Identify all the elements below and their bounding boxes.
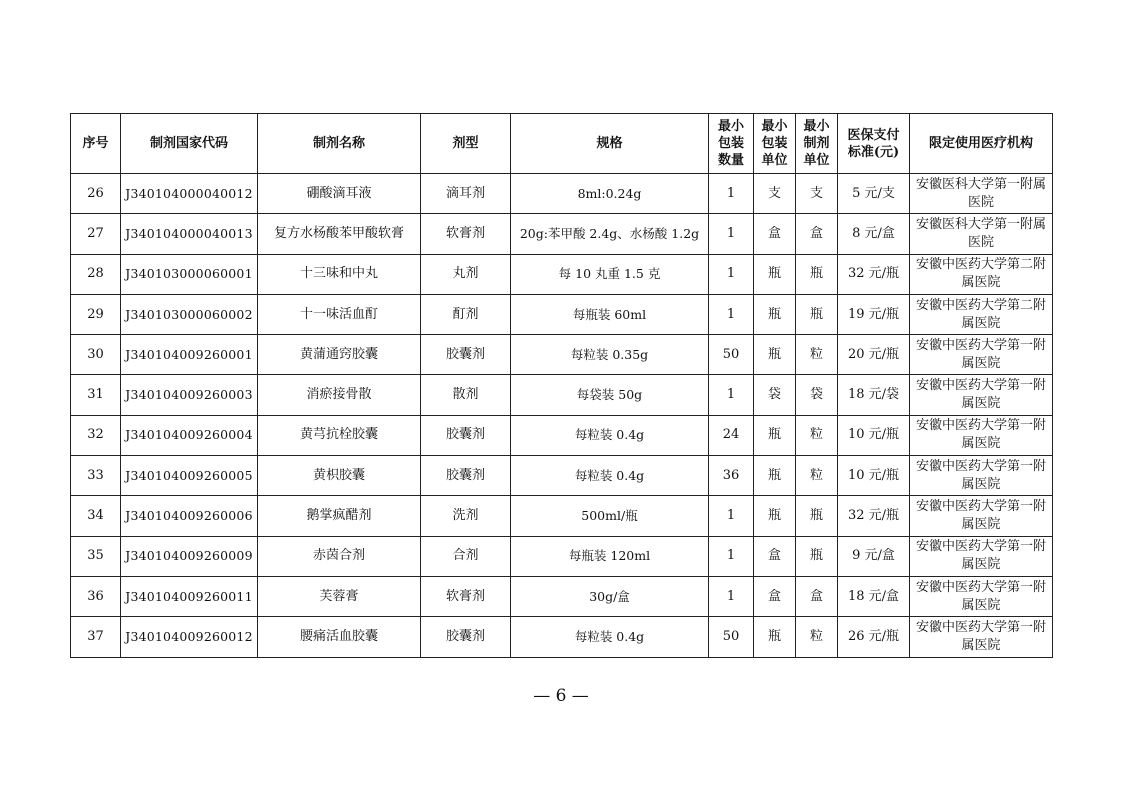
cell-qty: 1 — [709, 375, 754, 415]
cell-code: J340104000040012 — [121, 174, 258, 214]
cell-form: 合剂 — [421, 536, 511, 576]
cell-form: 软膏剂 — [421, 214, 511, 254]
cell-pack-unit: 盒 — [754, 214, 796, 254]
cell-institution: 安徽中医药大学第一附属医院 — [910, 375, 1053, 415]
cell-seq: 37 — [71, 617, 121, 657]
cell-pack-unit: 瓶 — [754, 456, 796, 496]
cell-code: J340103000060002 — [121, 294, 258, 334]
cell-prep-unit: 瓶 — [796, 536, 838, 576]
header-min-pack-unit: 最小 包装 单位 — [754, 114, 796, 174]
cell-price: 8 元/盒 — [838, 214, 910, 254]
cell-price: 18 元/袋 — [838, 375, 910, 415]
table-row — [71, 536, 1053, 576]
cell-form: 散剂 — [421, 375, 511, 415]
cell-qty: 1 — [709, 294, 754, 334]
cell-qty: 36 — [709, 456, 754, 496]
cell-pack-unit: 瓶 — [754, 496, 796, 536]
cell-code: J340104009260006 — [121, 496, 258, 536]
cell-name: 赤茵合剂 — [258, 536, 421, 576]
table-row — [71, 294, 1053, 334]
cell-price: 5 元/支 — [838, 174, 910, 214]
table-row — [71, 335, 1053, 375]
cell-institution: 安徽中医药大学第一附属医院 — [910, 415, 1053, 455]
cell-prep-unit: 粒 — [796, 415, 838, 455]
cell-qty: 1 — [709, 254, 754, 294]
cell-name: 鹅掌疯醋剂 — [258, 496, 421, 536]
cell-spec: 20g:苯甲酸 2.4g、水杨酸 1.2g — [511, 214, 709, 254]
cell-seq: 36 — [71, 576, 121, 616]
cell-pack-unit: 瓶 — [754, 335, 796, 375]
cell-qty: 1 — [709, 174, 754, 214]
cell-seq: 33 — [71, 456, 121, 496]
table-row — [71, 456, 1053, 496]
cell-price: 20 元/瓶 — [838, 335, 910, 375]
cell-code: J340104000040013 — [121, 214, 258, 254]
cell-qty: 24 — [709, 415, 754, 455]
header-row — [71, 114, 1053, 174]
cell-price: 9 元/盒 — [838, 536, 910, 576]
cell-price: 18 元/盒 — [838, 576, 910, 616]
cell-prep-unit: 粒 — [796, 335, 838, 375]
cell-name: 消瘀接骨散 — [258, 375, 421, 415]
cell-spec: 每粒装 0.35g — [511, 335, 709, 375]
cell-pack-unit: 支 — [754, 174, 796, 214]
cell-spec: 30g/盒 — [511, 576, 709, 616]
cell-spec: 每粒装 0.4g — [511, 617, 709, 657]
cell-code: J340104009260001 — [121, 335, 258, 375]
cell-form: 胶囊剂 — [421, 456, 511, 496]
cell-name: 十一味活血酊 — [258, 294, 421, 334]
cell-prep-unit: 支 — [796, 174, 838, 214]
header-form: 剂型 — [421, 114, 511, 174]
cell-institution: 安徽中医药大学第一附属医院 — [910, 335, 1053, 375]
cell-price: 32 元/瓶 — [838, 496, 910, 536]
cell-price: 32 元/瓶 — [838, 254, 910, 294]
cell-pack-unit: 瓶 — [754, 617, 796, 657]
table-row — [71, 375, 1053, 415]
cell-price: 10 元/瓶 — [838, 415, 910, 455]
cell-price: 10 元/瓶 — [838, 456, 910, 496]
header-code: 制剂国家代码 — [121, 114, 258, 174]
header-min-pack-qty: 最小 包装 数量 — [709, 114, 754, 174]
cell-qty: 1 — [709, 576, 754, 616]
cell-prep-unit: 袋 — [796, 375, 838, 415]
cell-prep-unit: 粒 — [796, 456, 838, 496]
cell-form: 滴耳剂 — [421, 174, 511, 214]
cell-institution: 安徽中医药大学第一附属医院 — [910, 576, 1053, 616]
cell-pack-unit: 瓶 — [754, 415, 796, 455]
cell-institution: 安徽中医药大学第一附属医院 — [910, 456, 1053, 496]
cell-spec: 每瓶装 60ml — [511, 294, 709, 334]
cell-qty: 50 — [709, 617, 754, 657]
cell-prep-unit: 盒 — [796, 214, 838, 254]
cell-name: 黄蒲通窍胶囊 — [258, 335, 421, 375]
cell-code: J340104009260005 — [121, 456, 258, 496]
cell-prep-unit: 粒 — [796, 617, 838, 657]
cell-code: J340104009260012 — [121, 617, 258, 657]
cell-institution: 安徽中医药大学第一附属医院 — [910, 536, 1053, 576]
cell-seq: 26 — [71, 174, 121, 214]
cell-prep-unit: 瓶 — [796, 294, 838, 334]
cell-qty: 50 — [709, 335, 754, 375]
header-institution: 限定使用医疗机构 — [910, 114, 1053, 174]
cell-qty: 1 — [709, 214, 754, 254]
header-name: 制剂名称 — [258, 114, 421, 174]
cell-pack-unit: 瓶 — [754, 254, 796, 294]
cell-code: J340104009260003 — [121, 375, 258, 415]
cell-form: 丸剂 — [421, 254, 511, 294]
cell-pack-unit: 盒 — [754, 536, 796, 576]
cell-price: 19 元/瓶 — [838, 294, 910, 334]
cell-qty: 1 — [709, 496, 754, 536]
table-row — [71, 174, 1053, 214]
cell-name: 黄芎抗栓胶囊 — [258, 415, 421, 455]
cell-pack-unit: 袋 — [754, 375, 796, 415]
cell-code: J340104009260011 — [121, 576, 258, 616]
cell-code: J340104009260009 — [121, 536, 258, 576]
cell-prep-unit: 瓶 — [796, 496, 838, 536]
header-spec: 规格 — [511, 114, 709, 174]
cell-name: 复方水杨酸苯甲酸软膏 — [258, 214, 421, 254]
cell-spec: 每袋装 50g — [511, 375, 709, 415]
cell-seq: 29 — [71, 294, 121, 334]
header-min-prep-unit: 最小 制剂 单位 — [796, 114, 838, 174]
cell-institution: 安徽中医药大学第一附属医院 — [910, 496, 1053, 536]
header-seq: 序号 — [71, 114, 121, 174]
cell-name: 黄枳胶囊 — [258, 456, 421, 496]
cell-seq: 27 — [71, 214, 121, 254]
cell-seq: 28 — [71, 254, 121, 294]
cell-spec: 每 10 丸重 1.5 克 — [511, 254, 709, 294]
cell-seq: 30 — [71, 335, 121, 375]
cell-spec: 每粒装 0.4g — [511, 456, 709, 496]
cell-seq: 31 — [71, 375, 121, 415]
cell-spec: 每瓶装 120ml — [511, 536, 709, 576]
cell-prep-unit: 瓶 — [796, 254, 838, 294]
cell-code: J340103000060001 — [121, 254, 258, 294]
cell-form: 胶囊剂 — [421, 415, 511, 455]
header-price: 医保支付 标准(元) — [838, 114, 910, 174]
cell-name: 芙蓉膏 — [258, 576, 421, 616]
cell-form: 软膏剂 — [421, 576, 511, 616]
cell-institution: 安徽中医药大学第二附属医院 — [910, 294, 1053, 334]
cell-form: 洗剂 — [421, 496, 511, 536]
cell-institution: 安徽医科大学第一附属医院 — [910, 174, 1053, 214]
cell-seq: 34 — [71, 496, 121, 536]
table-row — [71, 496, 1053, 536]
table-row — [71, 214, 1053, 254]
cell-institution: 安徽中医药大学第一附属医院 — [910, 617, 1053, 657]
cell-form: 酊剂 — [421, 294, 511, 334]
cell-form: 胶囊剂 — [421, 617, 511, 657]
cell-institution: 安徽中医药大学第二附属医院 — [910, 254, 1053, 294]
cell-seq: 35 — [71, 536, 121, 576]
cell-price: 26 元/瓶 — [838, 617, 910, 657]
cell-pack-unit: 瓶 — [754, 294, 796, 334]
cell-spec: 8ml:0.24g — [511, 174, 709, 214]
drug-table — [70, 113, 1053, 658]
cell-seq: 32 — [71, 415, 121, 455]
cell-spec: 500ml/瓶 — [511, 496, 709, 536]
table-row — [71, 617, 1053, 657]
cell-prep-unit: 盒 — [796, 576, 838, 616]
cell-name: 腰痛活血胶囊 — [258, 617, 421, 657]
cell-name: 十三味和中丸 — [258, 254, 421, 294]
cell-spec: 每粒装 0.4g — [511, 415, 709, 455]
cell-form: 胶囊剂 — [421, 335, 511, 375]
cell-pack-unit: 盒 — [754, 576, 796, 616]
page-number: — 6 — — [533, 686, 589, 706]
table-row — [71, 415, 1053, 455]
table-row — [71, 576, 1053, 616]
cell-qty: 1 — [709, 536, 754, 576]
cell-name: 硼酸滴耳液 — [258, 174, 421, 214]
table-row — [71, 254, 1053, 294]
cell-institution: 安徽医科大学第一附属医院 — [910, 214, 1053, 254]
cell-code: J340104009260004 — [121, 415, 258, 455]
